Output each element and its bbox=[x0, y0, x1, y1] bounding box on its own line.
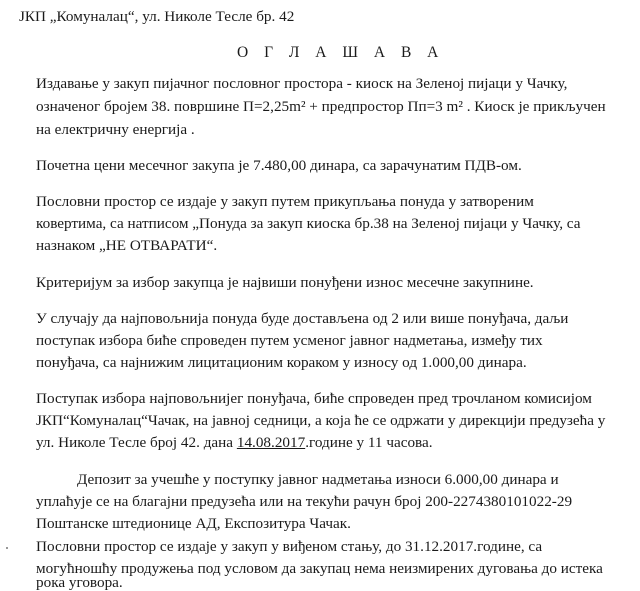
document-title: О Г Л А Ш А В А bbox=[237, 44, 445, 61]
paragraph-2: Почетна цени месечног закупа је 7.480,00 динара, са зарачунатим ПДВ-ом. bbox=[36, 157, 522, 174]
paragraph-4: Критеријум за избор закупца је највиши понуђени износ месечне закупнине. bbox=[36, 274, 534, 291]
paragraph-1-line-2: означеног бројем 38. површине П=2,25m² + предпростор Пп=3 m² . Киоск је прикључен bbox=[36, 98, 606, 115]
paragraph-6-line-3-start: ул. Николе Тесле број 42. дана bbox=[36, 434, 237, 451]
paragraph-7-line-1: Депозит за учешће у поступку јавног надметања износи 6.000,00 динара и bbox=[77, 471, 559, 488]
session-date: 14.08.2017 bbox=[236, 434, 306, 451]
paragraph-6-line-2: ЈКП“Комуналац“Чачак, на јавној седници, а која ће се одржати у дирекцији предузећа у bbox=[36, 412, 606, 429]
paragraph-3-line-3: назнаком „НЕ ОТВАРАТИ“. bbox=[36, 237, 218, 254]
paragraph-8-line-1: Пословни простор се издаје у закуп у виђеном стању, до 31.12.2017.године, са bbox=[36, 538, 543, 555]
paragraph-5-line-3: понуђача, са најнижим лицитационим кораком у износу од 1.000,00 динара. bbox=[36, 354, 527, 371]
scan-speck bbox=[6, 547, 8, 549]
paragraph-3-line-1: Пословни простор се издаје у закуп путем прикупљања понуда у затвореним bbox=[36, 193, 534, 210]
paragraph-1-line-3: на електричну енергија . bbox=[36, 121, 195, 138]
paragraph-8-line-2: могућношћу продужења под условом да закупац нема неизмирених дуговања до истека bbox=[36, 560, 603, 577]
header-line: ЈКП „Комуналац“, ул. Николе Тесле бр. 42 bbox=[19, 8, 295, 25]
paragraph-3-line-2: ковертима, са натписом „Понуда за закуп киоска бр.38 на Зеленој пијаци у Чачку, са bbox=[36, 215, 581, 232]
paragraph-1-line-1: Издавање у закуп пијачног пословног простора - киоск на Зеленој пијаци у Чачку, bbox=[36, 75, 568, 92]
paragraph-8-line-3: рока уговора. bbox=[36, 574, 123, 591]
paragraph-6-line-3 bbox=[36, 435, 433, 450]
paragraph-5-line-2: поступак избора биће спроведен путем усменог јавног надметања, између тих bbox=[36, 332, 543, 349]
paragraph-7-line-2: уплаћује се на благајни предузећа или на текући рачун број 200-2274380101022-29 bbox=[36, 493, 573, 510]
paragraph-5-line-1: У случају да најповољнија понуда буде достављена од 2 или више понуђача, даљи bbox=[36, 310, 569, 327]
paragraph-6-line-1: Поступак избора најповољнијег понуђача, биће спроведен пред трочланом комисијом bbox=[36, 390, 592, 407]
paragraph-6-line-3-end: .године у 11 часова. bbox=[305, 434, 433, 451]
paragraph-7-line-3: Поштанске штедионице АД, Експозитура Чачак. bbox=[36, 515, 351, 532]
